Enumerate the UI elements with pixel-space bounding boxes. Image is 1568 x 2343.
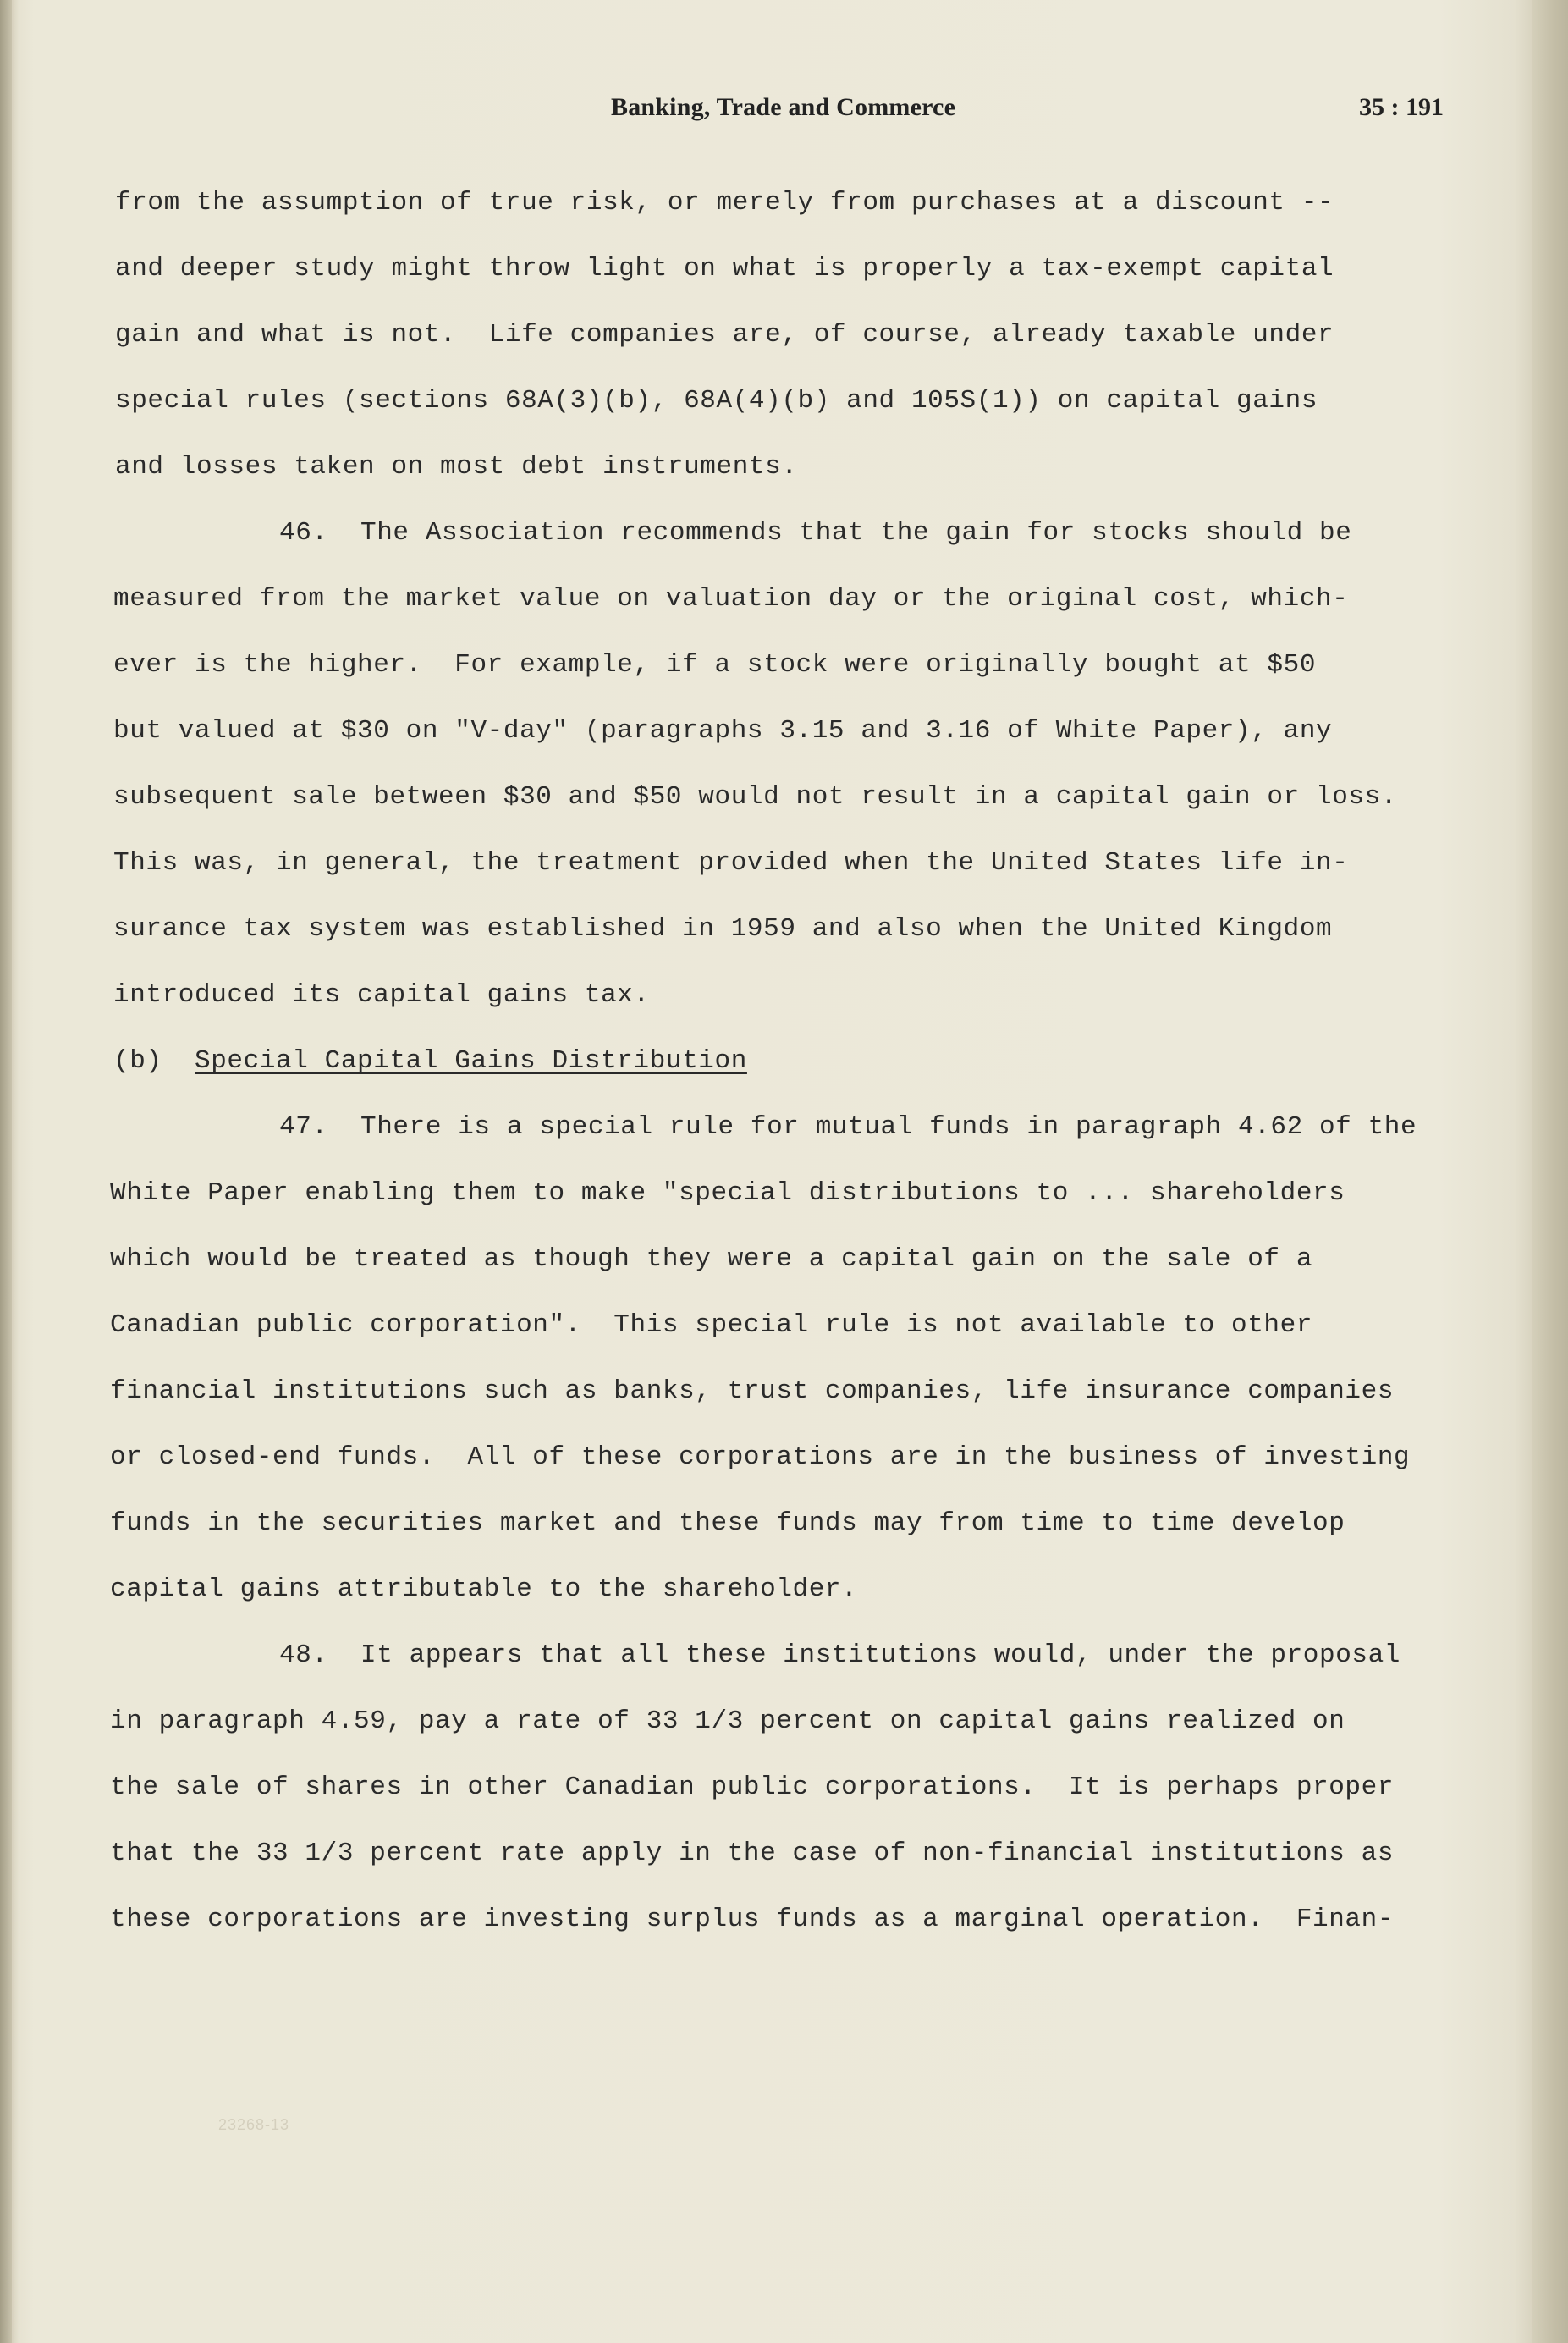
page-number: 35 : 191 — [1359, 93, 1444, 121]
text-line: the sale of shares in other Canadian public corporations. It is perhaps proper — [110, 1772, 1395, 1802]
section-heading-marker: (b) — [113, 1046, 162, 1076]
text-line: financial institutions such as banks, trust companies, life insurance companies — [110, 1376, 1395, 1406]
text-line: that the 33 1/3 percent rate apply in the case of non-financial institutions as — [110, 1839, 1395, 1868]
text-line: or closed-end funds. All of these corporations are in the business of investing — [110, 1442, 1411, 1472]
text-line: This was, in general, the treatment provided when the United States life in- — [113, 848, 1349, 878]
text-line: special rules (sections 68A(3)(b), 68A(4)(b) and 105S(1)) on capital gains — [115, 386, 1318, 416]
paragraph-47-first-line: 47. There is a special rule for mutual funds in paragraph 4.62 of the — [279, 1112, 1417, 1142]
text-line: ever is the higher. For example, if a stock were originally bought at $50 — [113, 650, 1317, 680]
text-line: which would be treated as though they were a capital gain on the sale of a — [110, 1244, 1313, 1274]
running-title: Banking, Trade and Commerce — [611, 93, 956, 121]
text-line: and losses taken on most debt instruments. — [115, 452, 798, 482]
text-line: surance tax system was established in 1959 and also when the United Kingdom — [113, 914, 1333, 944]
text-line: Canadian public corporation". This special rule is not available to other — [110, 1310, 1313, 1340]
text-line: funds in the securities market and these funds may from time to time develop — [110, 1508, 1345, 1538]
text-line: in paragraph 4.59, pay a rate of 33 1/3 percent on capital gains realized on — [110, 1706, 1345, 1736]
text-line: gain and what is not. Life companies are, of course, already taxable under — [115, 320, 1334, 350]
text-line: subsequent sale between $30 and $50 would not result in a capital gain or loss. — [113, 782, 1398, 812]
text-line: from the assumption of true risk, or merely from purchases at a discount -- — [115, 188, 1334, 218]
text-line: these corporations are investing surplus funds as a marginal operation. Finan- — [110, 1905, 1395, 1934]
text-line: and deeper study might throw light on what is properly a tax-exempt capital — [115, 254, 1334, 284]
text-line: White Paper enabling them to make "special distributions to ... shareholders — [110, 1178, 1345, 1208]
text-line: measured from the market value on valuation day or the original cost, which- — [113, 584, 1349, 614]
text-line: but valued at $30 on "V-day" (paragraphs 3.15 and 3.16 of White Paper), any — [113, 716, 1333, 746]
text-line: capital gains attributable to the shareholder. — [110, 1574, 858, 1604]
section-heading-title: Special Capital Gains Distribution — [195, 1046, 747, 1076]
footer-print-mark: 23268-13 — [218, 2116, 290, 2133]
section-heading — [113, 1046, 747, 1076]
paragraph-48-first-line: 48. It appears that all these institutions would, under the proposal — [279, 1640, 1401, 1670]
text-line: introduced its capital gains tax. — [113, 980, 650, 1010]
paragraph-46-first-line: 46. The Association recommends that the gain for stocks should be — [279, 518, 1352, 548]
